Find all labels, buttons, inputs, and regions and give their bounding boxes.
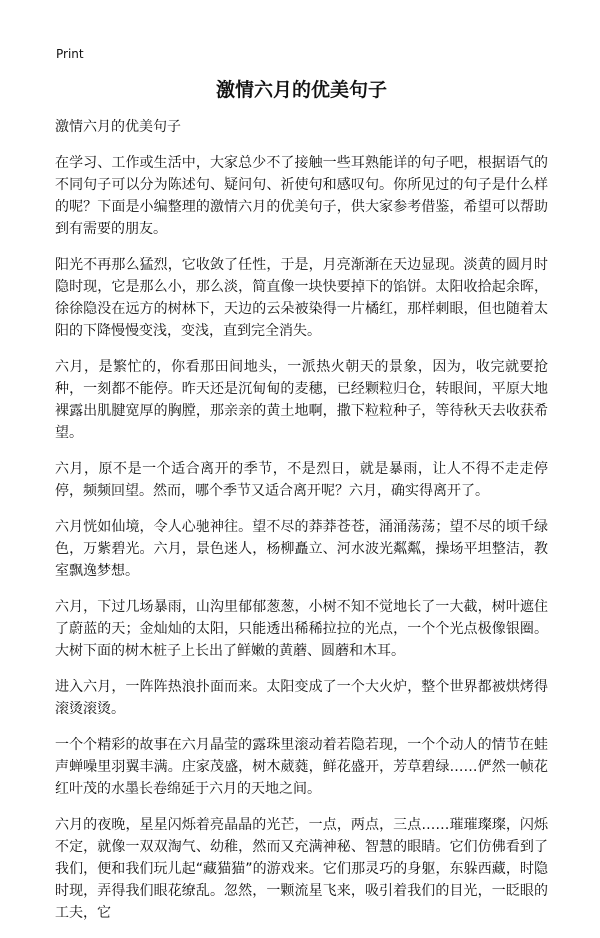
article-subtitle: 激情六月的优美句子 [55, 119, 181, 135]
paragraph: 六月恍如仙境，令人心驰神往。望不尽的莽莽苍苍，涌涌荡荡；望不尽的顷千绿色，万紫碧光。六月，景色迷人，杨柳矗立、河水波光粼粼，操场平坦整洁，教室飘逸梦想。 [55, 519, 548, 579]
document-body [55, 76, 548, 938]
paragraph: 六月的夜晚，星星闪烁着亮晶晶的光芒，一点，两点，三点……璀璀璨璨，闪烁不定，就像一双双淘气、幼稚，然而又充满神秘、智慧的眼睛。它们仿佛看到了我们，便和我们玩儿起“藏猫猫”的游戏来。它们那灵巧的身躯，东躲西藏，时隐时现，弄得我们眼花缭乱。忽然，一颗流星飞来，吸引着我们的目光，一眨眼的工夫，它 [55, 817, 548, 921]
paragraph: 进入六月，一阵阵热浪扑面而来。太阳变成了一个大火炉，整个世界都被烘烤得滚烫滚烫。 [55, 679, 548, 717]
paragraph: 在学习、工作或生活中，大家总少不了接触一些耳熟能详的句子吧，根据语气的不同句子可以分为陈述句、疑问句、祈使句和感叹句。你所见过的句子是什么样的呢？下面是小编整理的激情六月的优美句子，供大家参考借鉴，希望可以帮助到有需要的朋友。 [55, 155, 548, 237]
paragraph: 一个个精彩的故事在六月晶莹的露珠里滚动着若隐若现，一个个动人的情节在蛙声蝉噪里羽翼丰满。庄家茂盛，树木葳蕤，鲜花盛开，芳草碧绿……俨然一帧花红叶茂的水墨长卷绵延于六月的天地之间。 [55, 737, 548, 797]
paragraph: 六月，下过几场暴雨，山沟里郁郁葱葱，小树不知不觉地长了一大截，树叶遮住了蔚蓝的天；金灿灿的太阳，只能透出稀稀拉拉的光点，一个个光点极像银圈。大树下面的树木桩子上长出了鲜嫩的黄蘑、圆蘑和木耳。 [55, 599, 548, 659]
page-title: 激情六月的优美句子 [215, 79, 387, 101]
paragraph: 六月，原不是一个适合离开的季节，不是烈日，就是暴雨，让人不得不走走停停，频频回望。然而，哪个季节又适合离开呢？六月，确实得离开了。 [55, 461, 548, 499]
paragraph: 阳光不再那么猛烈，它收敛了任性，于是，月亮渐渐在天边显现。淡黄的圆月时隐时现，它是那么小，那么淡，简直像一块快要掉下的馅饼。太阳收拾起余晖，徐徐隐没在远方的树林下，天边的云朵被染得一片橘红，那样刺眼，但也随着太阳的下降慢慢变浅，变浅，直到完全消失。 [55, 257, 548, 339]
paragraph: 六月，是繁忙的，你看那田间地头，一派热火朝天的景象，因为，收完就要抢种，一刻都不能停。昨天还是沉甸甸的麦穗，已经颗粒归仓，转眼间，平原大地裸露出肌腱宽厚的胸膛，那亲亲的黄土地啊，撒下粒粒种子，等待秋天去收获希望。 [55, 359, 548, 441]
print-link[interactable]: Print [56, 47, 84, 61]
